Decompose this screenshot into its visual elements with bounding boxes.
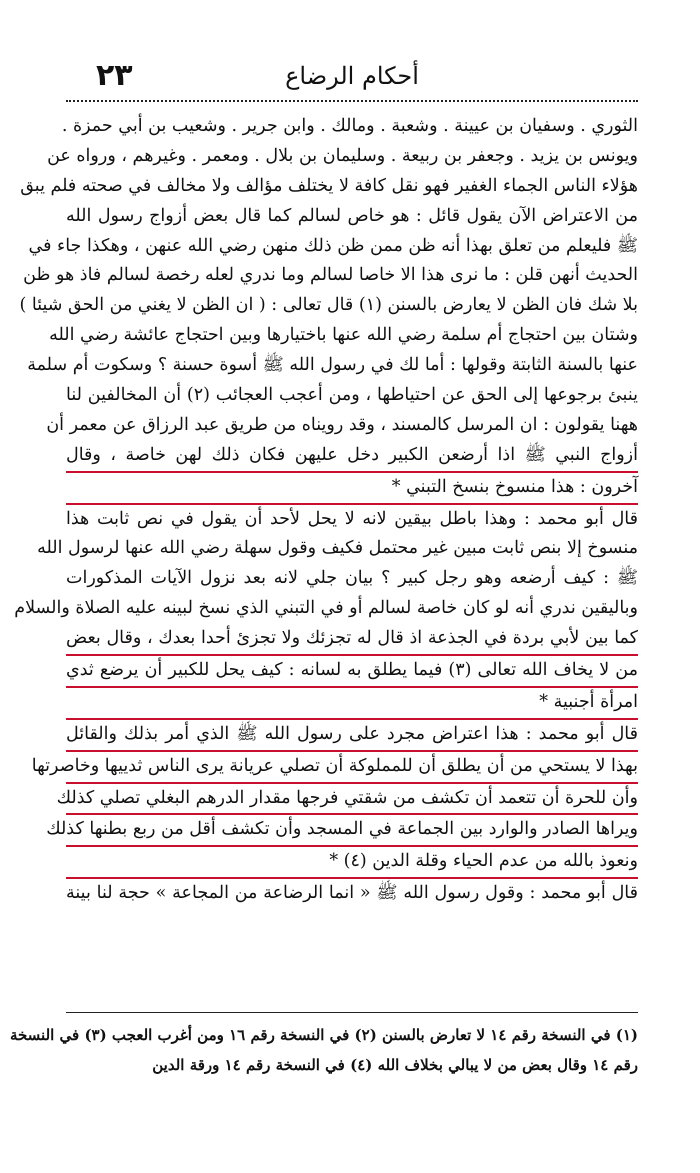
text-line-9: عنها بالسنة الثابتة وقولها : أما لك في رسول الله ﷺ أسوة حسنة ؟ وسكوت أم سلمة (27, 355, 638, 376)
text-line-21-underlined: قال أبو محمد : هذا اعتراض مجرد على رسول الله ﷺ الذي أمر بذلك والقائل (66, 720, 638, 752)
text-line-25-underlined: ونعوذ بالله من عدم الحياء وقلة الدين (٤) * (66, 847, 638, 879)
footnote-divider (66, 1012, 638, 1013)
text-line-22-underlined: بهذا لا يستحي من أن يطلق أن للمملوكة أن تصلي عريانة يرى الناس ثدييها وخاصرتها (66, 752, 638, 784)
text-line-4: من الاعتراض الآن يقول قائل : هو خاص لسالم كما قال بعض أزواج رسول الله (66, 205, 638, 226)
text-line-23-underlined: وأن للحرة أن تتعمد أن تكشف من شقتي فرجها مقدار الدرهم البغلي تصلي كذلك (66, 784, 638, 816)
main-text (14, 112, 639, 909)
text-line-3: هؤلاء الناس الجماء الغفير فهو نقل كافة لا يختلف مؤالف ولا مخالف في صحته فلم يبق (20, 175, 638, 196)
page-number: ٢٣ (96, 58, 133, 93)
text-line-5: ﷺ فليعلم من تعلق بهذا أنه ظن ممن ظن ذلك منهن رضي الله عنهن ، وهكذا جاء في (28, 235, 638, 256)
text-line-17: وباليقين ندري أنه لو كان خاصة لسالم أو في التبني الذي نسخ لبينه عليه الصلاة والسلام (14, 598, 638, 619)
text-line-14-heading: قال أبو محمد : وهذا باطل بيقين لانه لا يحل لأحد أن يقول في نص ثابت هذا (66, 508, 638, 529)
text-line-15: منسوخ إلا بنص ثابت مبين غير محتمل فكيف وقول سهلة رضي الله عنها لرسول الله (37, 538, 638, 559)
text-line-12-underlined: أزواج النبي ﷺ اذا أرضعن الكبير دخل عليهن فكان ذلك لهن خاصة ، وقال (66, 441, 638, 473)
text-line-1: الثوري . وسفيان بن عيينة . وشعبة . ومالك . وابن جرير . وشعيب بن أبي حمزة . (61, 116, 638, 136)
running-title: أحكام الرضاع (285, 62, 419, 90)
text-line-13-underlined: آخرون : هذا منسوخ بنسخ التبني * (66, 473, 638, 505)
header-divider (66, 100, 638, 102)
text-line-18-underlined: كما بين لأبي بردة في الجذعة اذ قال له تجزئك ولا تجزئ أحدا بعدك ، وقال بعض (66, 624, 638, 656)
text-line-19-underlined: من لا يخاف الله تعالى (٣) فيما يطلق به لسانه : كيف يحل للكبير أن يرضع ثدي (66, 656, 638, 688)
text-line-11: ههنا يقولون : ان المرسل كالمسند ، وقد رويناه من طريق عبد الرزاق عن معمر أن (46, 414, 638, 435)
text-line-8: وشتان بين احتجاج أم سلمة رضي الله عنها باختيارها وبين احتجاج عائشة رضي الله (49, 325, 638, 346)
text-line-7: بلا شك فان الظن لا يعارض بالسنن (١) قال تعالى : ( ان الظن لا يغني من الحق شيئا ) (19, 295, 638, 316)
text-line-20-underlined: امرأة أجنبية * (66, 688, 638, 720)
text-line-10: ينبئ برجوعها إلى الحق عن احتياطها ، ومن أعجب العجائب (٢) أن المخالفين لنا (66, 385, 638, 406)
footnote-line-2: رقم ١٤ وقال بعض من لا يبالي بخلاف الله (٤) في النسخة رقم ١٤ ورقة الدين (152, 1056, 638, 1074)
text-line-2: ويونس بن يزيد . وجعفر بن ربيعة . وسليمان بن بلال . ومعمر . وغيرهم ، ورواه عن (47, 145, 638, 166)
footnote-line-1: (١) في النسخة رقم ١٤ لا تعارض بالسنن (٢) في النسخة رقم ١٦ ومن أغرب العجب (٣) في النسخة (9, 1026, 638, 1044)
footnotes (9, 1020, 638, 1080)
text-line-26: قال أبو محمد : وقول رسول الله ﷺ « انما الرضاعة من المجاعة » حجة لنا بينة (66, 883, 638, 904)
text-line-24-underlined: ويراها الصادر والوارد بين الجماعة في المسجد وأن تكشف أقل من ربع بطنها كذلك (66, 815, 638, 847)
text-line-16: ﷺ : كيف أرضعه وهو رجل كبير ؟ بيان جلي لانه بعد نزول الآيات المذكورات (66, 568, 638, 589)
text-line-6: الحديث أنهن قلن : ما نرى هذا الا خاصا لسالم وما ندري لعله رخصة لسالم فاذ هو ظن (23, 265, 638, 286)
page-header (66, 58, 638, 94)
